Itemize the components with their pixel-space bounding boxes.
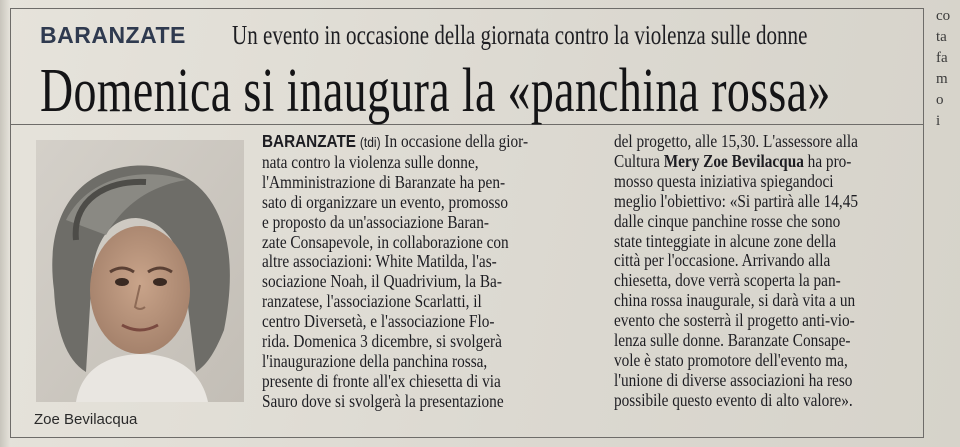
- article-line: nata contro la violenza sulle donne,: [262, 151, 479, 172]
- article-line: zate Consapevole, in collaborazione con: [262, 231, 509, 252]
- neighbor-text: ta: [936, 29, 947, 45]
- article-line: altre associazioni: White Matilda, l'as-: [262, 251, 497, 272]
- article-line: sociazione Noah, il Quadrivium, la Ba-: [262, 271, 502, 292]
- headline: Domenica si inaugura la «panchina rossa»: [40, 57, 831, 125]
- article-line: ranzatese, l'associazione Scarlatti, il: [262, 291, 482, 312]
- article-line: china rossa inaugurale, si darà vita a un: [614, 290, 856, 311]
- photo-caption: Zoe Bevilacqua: [34, 411, 138, 428]
- article-line: chiesetta, dove verrà scoperta la pan-: [614, 270, 841, 291]
- article-line: l'Amministrazione di Baranzate ha pen-: [262, 171, 506, 192]
- article-line: Sauro dove si svolgerà la presentazione: [262, 390, 504, 411]
- article-text: In occasione della gior-: [384, 131, 529, 151]
- article-line: evento che sosterrà il progetto anti-vio-: [614, 310, 855, 331]
- article-line: state tinteggiate in alcune zone della: [614, 230, 837, 251]
- article-line: l'inaugurazione della panchina rossa,: [262, 350, 488, 371]
- byline: (tdi): [359, 134, 381, 150]
- article-line: vole è stato promotore dell'evento ma,: [614, 349, 848, 370]
- kicker-subtitle: Un evento in occasione della giornata contro la violenza sulle donne: [232, 20, 808, 50]
- article-line: dalle cinque panchine rosse che sono: [614, 210, 841, 231]
- article-column-2: [614, 132, 898, 411]
- article-line: l'unione di diverse associazioni ha reso: [614, 369, 853, 390]
- article-text: ha pro-: [803, 150, 852, 171]
- page-edge-shadow: [0, 0, 10, 447]
- article-line: centro Diversetà, e l'associazione Flo-: [262, 311, 495, 332]
- neighbor-text: m: [936, 71, 948, 87]
- article-column-1: [262, 132, 571, 412]
- article-line: possibile questo evento di alto valore».: [614, 389, 853, 410]
- neighbor-text: i: [936, 113, 941, 129]
- neighbor-column-fragment: [936, 6, 960, 132]
- article-line: sato di organizzare un evento, promosso: [262, 191, 509, 212]
- article-text: Cultura: [614, 150, 664, 171]
- article-line: rida. Domenica 3 dicembre, si svolgerà: [262, 331, 502, 352]
- neighbor-text: co: [936, 8, 951, 24]
- article-line: mosso questa iniziativa spiegandoci: [614, 170, 834, 191]
- neighbor-text: o: [936, 92, 944, 108]
- article-line: città per l'occasione. Arrivando alla: [614, 250, 831, 271]
- article-line: lenza sulle donne. Baranzate Consape-: [614, 330, 851, 351]
- article-line: [614, 152, 858, 172]
- assessor-name: Mery Zoe Bevilacqua: [663, 150, 804, 171]
- portrait-photo: [36, 140, 244, 402]
- article-line: e proposto da un'associazione Baran-: [262, 211, 489, 232]
- article-line: [262, 132, 528, 153]
- article-line: del progetto, alle 15,30. L'assessore alla: [614, 131, 858, 151]
- kicker-tag: BARANZATE: [40, 22, 186, 48]
- article-line: presente di fronte all'ex chiesetta di via: [262, 370, 501, 391]
- article-line: meglio l'obiettivo: «Si partirà alle 14,45: [614, 190, 858, 211]
- neighbor-text: fa: [936, 50, 948, 66]
- dateline: BARANZATE: [262, 131, 357, 151]
